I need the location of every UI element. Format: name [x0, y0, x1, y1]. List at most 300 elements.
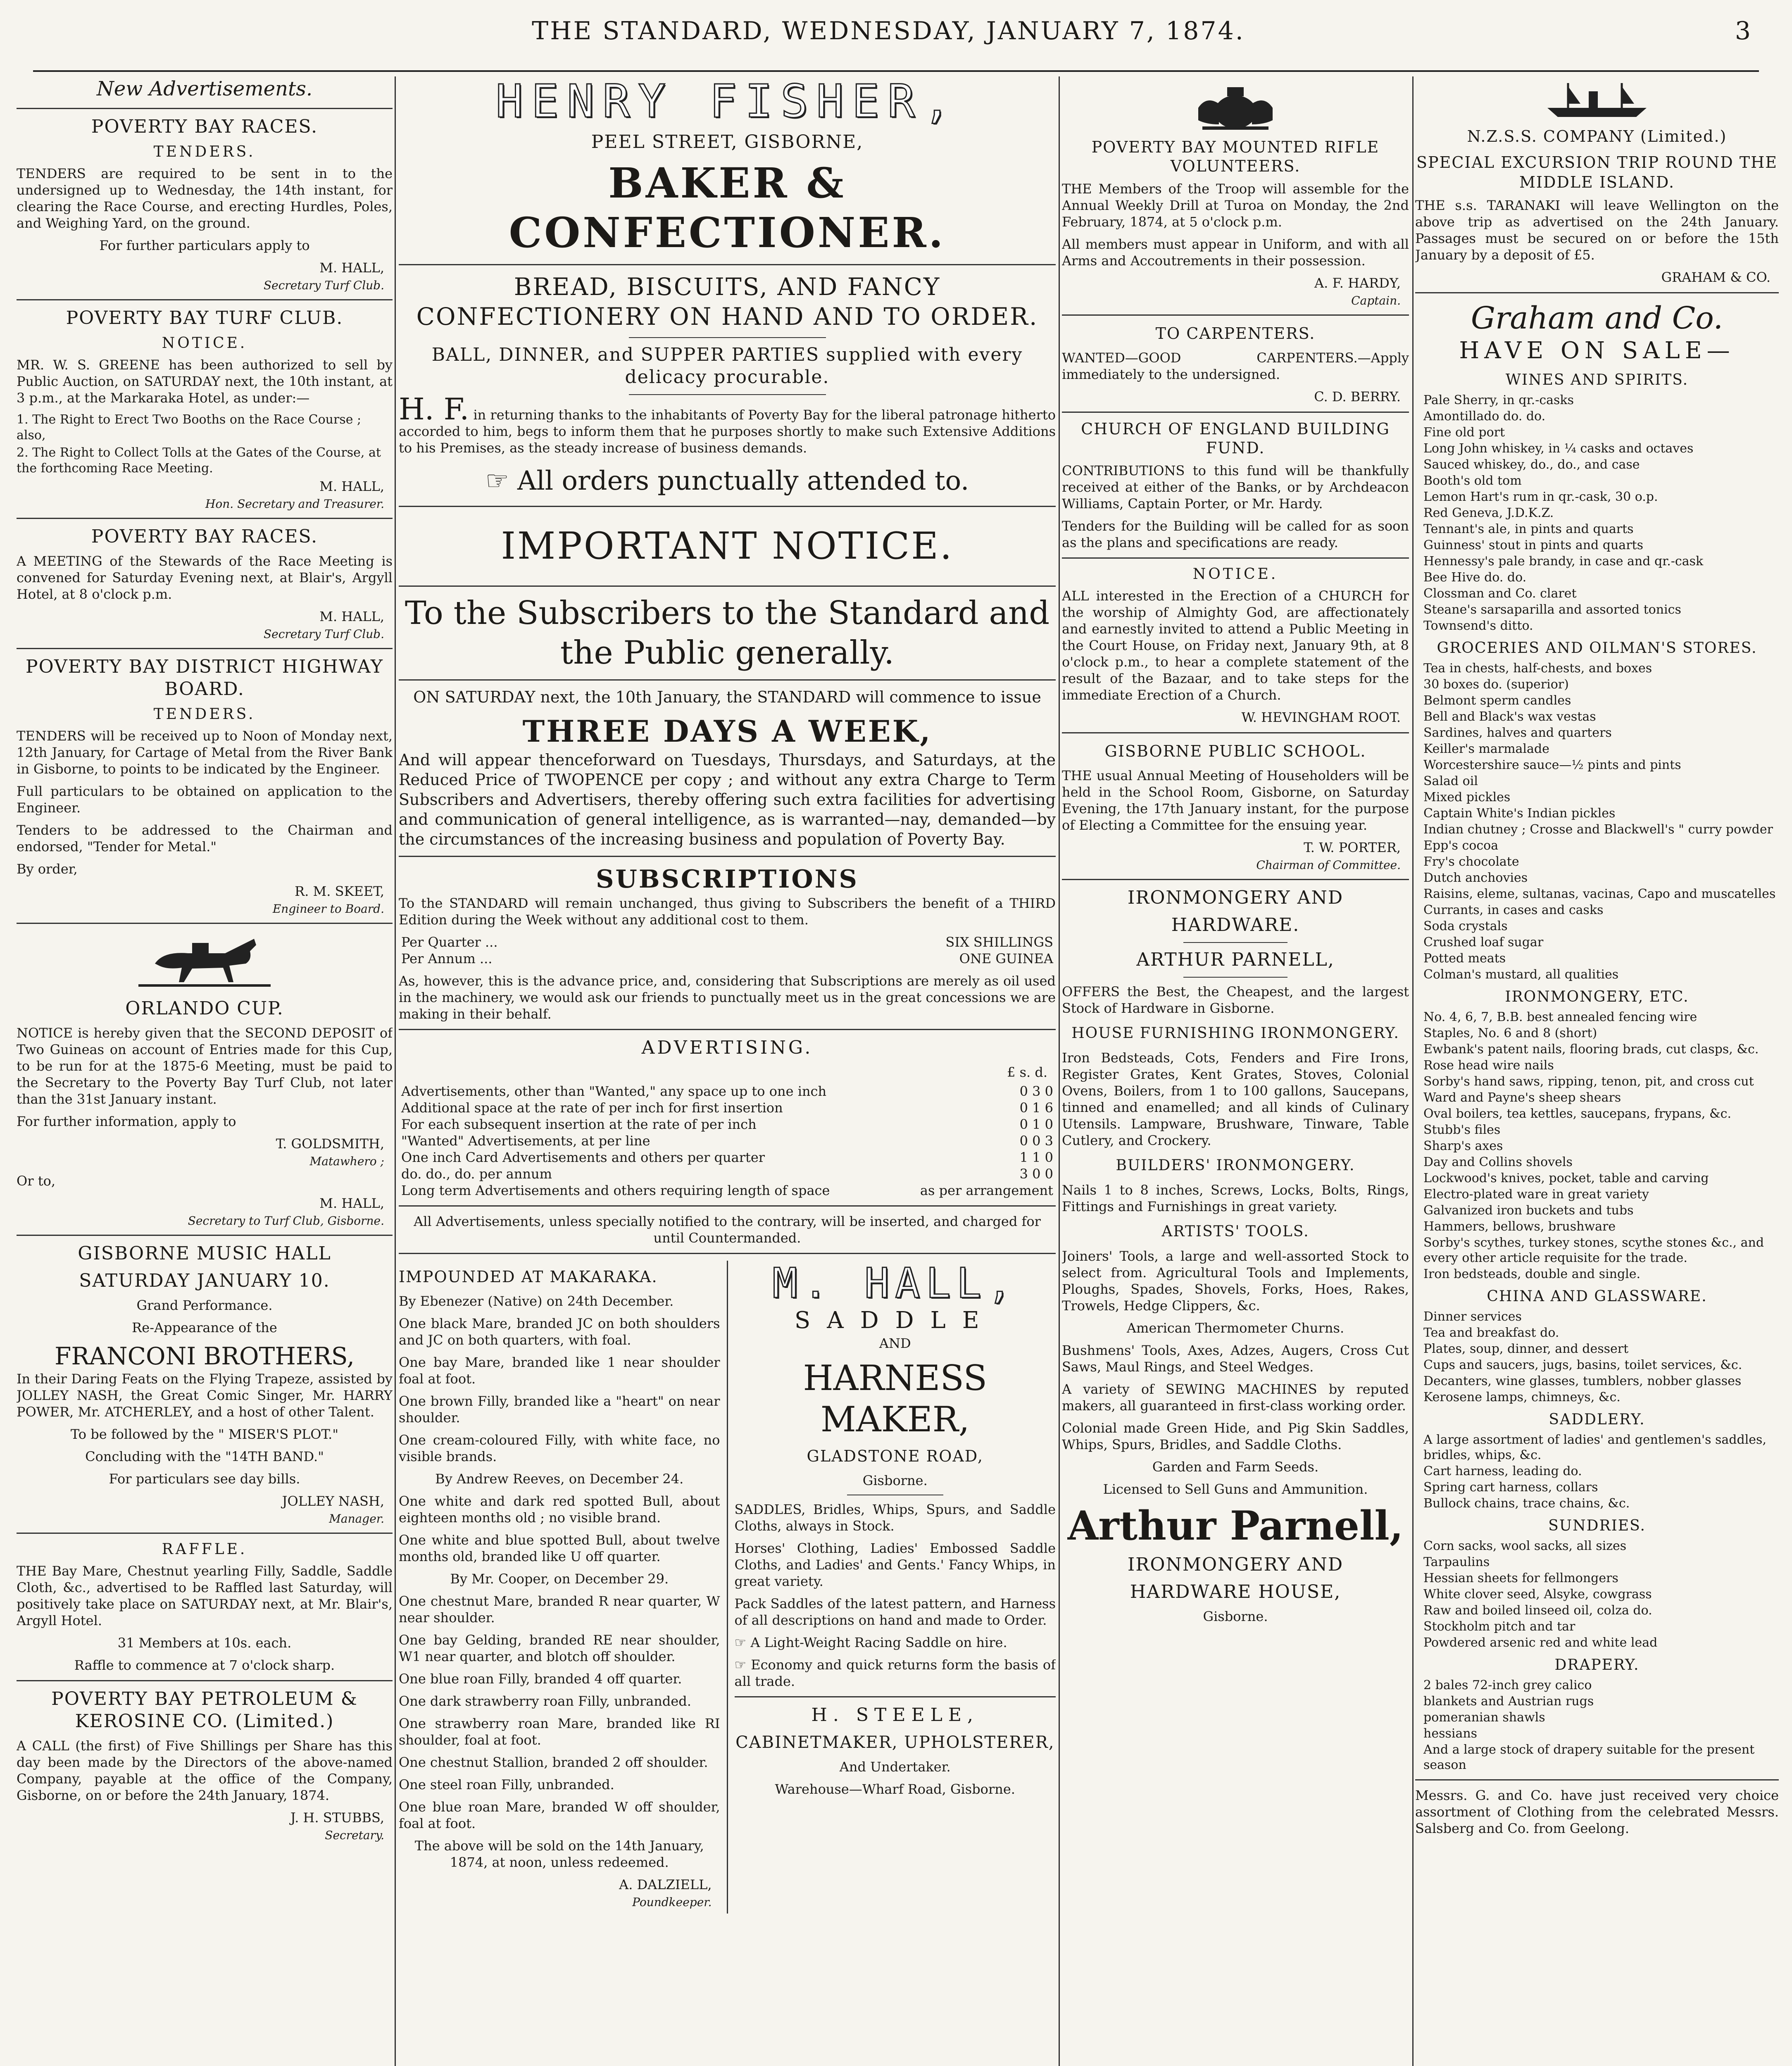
orders-text: All orders punctually attended to. — [517, 466, 969, 496]
list-item: Lockwood's knives, pocket, table and carving — [1423, 1171, 1709, 1185]
signature: T. GOLDSMITH, — [276, 1136, 384, 1152]
divider — [1062, 732, 1409, 733]
impounded-item: One black Mare, branded JC on both shoulders and JC on both quarters, with foal. — [399, 1316, 720, 1348]
ad-body: THE usual Annual Meeting of Householders will be held in the School Room, Gisborne, on Saturday Evening, the 17th January instant, for the purpose of Electing a Committee for the ensuing year. — [1062, 768, 1409, 833]
impounded-by: By Andrew Reeves, on December 24. — [435, 1471, 684, 1487]
ad-body: ALL interested in the Erection of a CHURCH for the worship of Almighty God, are affectionately and earnestly invited to attend a Public Meeting in the Court House, on Friday next, January 9th, at 8 o'clock p.m., to hear a complete statement of the result of the Bazaar, and to take steps for the immediate Erection of a Church. — [1062, 588, 1409, 703]
drapery-list — [1423, 1678, 1779, 1773]
impounded-item: One dark strawberry roan Filly, unbranded. — [399, 1693, 691, 1709]
hall-saddle-ad — [728, 1261, 1056, 1914]
subscriptions-title: SUBSCRIPTIONS — [596, 865, 859, 894]
subscription-table — [399, 934, 1056, 967]
list-item: Tea in chests, half-chests, and boxes — [1423, 661, 1652, 676]
ad-subtitle: NOTICE. — [162, 335, 248, 352]
china-list — [1423, 1309, 1779, 1405]
rate-value: 0 3 0 — [1019, 1083, 1053, 1099]
list-item: Bullock chains, trace chains, &c. — [1423, 1496, 1630, 1511]
ad-title: N.Z.S.S. COMPANY (Limited.) — [1467, 127, 1727, 145]
subscriptions-note: As, however, this is the advance price, and, considering that Subscriptions are merely as oil used in the machinery, we would ask our friends to punctually meet us in the great concessions we are making in their behalf. — [399, 973, 1056, 1022]
signature: A. DALZIELL, — [619, 1877, 712, 1892]
list-item: Sorby's scythes, turkey stones, scythe stones &c., and every other article requisite for the trade. — [1423, 1235, 1764, 1265]
ad-body: Joiners' Tools, a large and well-assorted Stock to select from. Agricultural Tools and Implements, Ploughs, Spades, Shovels, Forks, Hoes, Rakes, Trowels, Hedge Clippers, &c. — [1062, 1248, 1409, 1314]
ad-subtitle: TENDERS. — [153, 706, 256, 723]
signature: M. HALL, — [319, 1195, 384, 1211]
impounded-item: One bay Gelding, branded RE near shoulder, W1 near quarter, and blotch off shoulder. — [399, 1632, 720, 1664]
rate-label: Long term Advertisements and others requiring length of space — [401, 1183, 830, 1198]
subscriptions — [399, 864, 1056, 1022]
rate-label: "Wanted" Advertisements, at per line — [401, 1133, 650, 1149]
parnell-footer: IRONMONGERY AND — [1127, 1554, 1344, 1575]
ad-body: For further information, apply to — [17, 1114, 236, 1129]
divider — [1062, 879, 1409, 880]
parnell-name: ARTHUR PARNELL, — [1136, 949, 1335, 970]
divider — [17, 1680, 393, 1681]
impounded-by: By Mr. Cooper, on December 29. — [450, 1571, 669, 1587]
school-ad — [1062, 740, 1409, 872]
rate-label: Per Annum ... — [401, 951, 493, 966]
iron-title-1: IRONMONGERY AND — [1127, 887, 1344, 908]
list-item: Soda crystals — [1423, 919, 1508, 933]
ad-body: Concluding with the "14TH BAND." — [85, 1449, 324, 1464]
iron-title-2: HARDWARE. — [1171, 914, 1300, 935]
ad-body: Tenders to be addressed to the Chairman and endorsed, "Tender for Metal." — [17, 822, 393, 854]
table-row — [399, 1133, 1056, 1149]
impounded-ad — [399, 1261, 728, 1914]
graham-ad — [1415, 300, 1779, 1837]
impounded-item: One blue roan Filly, branded 4 off quarter. — [399, 1671, 682, 1687]
list-item: Hennessy's pale brandy, in case and qr.-cask — [1423, 554, 1704, 569]
ad-body: Full particulars to be obtained on application to the Engineer. — [17, 783, 393, 816]
signature-title: Captain. — [1351, 294, 1401, 307]
ad-body: OFFERS the Best, the Cheapest, and the largest Stock of Hardware in Gisborne. — [1062, 984, 1409, 1016]
raffle-ad — [17, 1540, 393, 1673]
ad-body: All members must appear in Uniform, and with all Arms and Accoutrements in their possession. — [1062, 236, 1409, 269]
divider — [1415, 292, 1779, 293]
church-fund-ad — [1062, 419, 1409, 551]
table-row — [399, 1083, 1056, 1100]
important-notice — [399, 524, 1056, 849]
list-item: Fry's chocolate — [1423, 854, 1519, 869]
signature: M. HALL, — [319, 609, 384, 624]
table-row — [399, 1166, 1056, 1182]
section-title: ARTISTS' TOOLS. — [1161, 1223, 1309, 1240]
list-item: blankets and Austrian rugs — [1423, 1694, 1594, 1709]
list-item: Belmont sperm candles — [1423, 693, 1571, 708]
table-row — [399, 934, 1056, 950]
masthead-rule — [33, 70, 1759, 72]
signature: JOLLEY NASH, — [282, 1493, 384, 1509]
advertising-note: All Advertisements, unless specially notified to the contrary, will be inserted, and charged for until Countermanded. — [414, 1214, 1041, 1246]
divider — [399, 506, 1056, 507]
list-item: Captain White's Indian pickles — [1423, 806, 1616, 821]
rate-value: 0 1 6 — [1019, 1100, 1053, 1116]
list-item: Sauced whiskey, do., do., and case — [1423, 457, 1640, 472]
rate-label: do. do., do. per annum — [401, 1166, 552, 1182]
list-item: No. 4, 6, 7, B.B. best annealed fencing wire — [1423, 1010, 1697, 1024]
hall-town: Gisborne. — [862, 1473, 928, 1488]
rate-label: Additional space at the rate of per inch for first insertion — [401, 1100, 783, 1116]
list-item: Galvanized iron buckets and tubs — [1423, 1203, 1634, 1218]
list-item: Salad oil — [1423, 774, 1478, 788]
list-item: Potted meats — [1423, 951, 1506, 966]
ad-body: To be followed by the " MISER'S PLOT." — [70, 1426, 339, 1442]
music-hall-ad — [17, 1242, 393, 1526]
ad-title: TO CARPENTERS. — [1155, 324, 1316, 343]
list-item: Kerosene lamps, chimneys, &c. — [1423, 1390, 1621, 1404]
divider — [17, 108, 393, 109]
column-rule — [395, 76, 396, 2066]
list-item: Tea and breakfast do. — [1423, 1326, 1559, 1340]
fisher-name: HENRY FISHER, — [495, 76, 959, 128]
list-item: Ward and Payne's sheep shears — [1423, 1090, 1621, 1105]
list-item: Hessian sheets for fellmongers — [1423, 1571, 1618, 1585]
three-days-heading: THREE DAYS A WEEK, — [522, 714, 932, 749]
impounded-by: By Ebenezer (Native) on 24th December. — [399, 1293, 674, 1309]
list-item: Stockholm pitch and tar — [1423, 1619, 1575, 1634]
signature-title: Secretary Turf Club. — [263, 278, 384, 292]
column-2 — [399, 76, 1056, 2066]
list-item: Colman's mustard, all qualities — [1423, 967, 1619, 982]
section-title: SUNDRIES. — [1548, 1517, 1646, 1534]
hf-initials: H. F. — [399, 392, 469, 426]
ad-body: By order, — [17, 861, 78, 877]
list-item: Electro-plated ware in great variety — [1423, 1187, 1649, 1202]
advertising-title: ADVERTISING. — [641, 1037, 813, 1058]
impounded-title: IMPOUNDED AT MAKARAKA. — [399, 1268, 658, 1286]
advertising — [399, 1037, 1056, 1246]
ironmongery-list — [1423, 1009, 1779, 1282]
divider — [399, 264, 1056, 265]
signature-title: Chairman of Committee. — [1256, 858, 1401, 872]
divider — [1062, 314, 1409, 316]
divider — [17, 923, 393, 924]
signature: R. M. SKEET, — [295, 883, 384, 899]
divider — [17, 648, 393, 649]
ad-body: Raffle to commence at 7 o'clock sharp. — [74, 1657, 335, 1673]
ad-body: MR. W. S. GREENE has been authorized to sell by Public Auction, on SATURDAY next, the 10th instant, at 3 p.m., at the Markaraka Hotel, as under:— — [17, 357, 393, 406]
table-row — [399, 1100, 1056, 1116]
ad-title: ORLANDO CUP. — [125, 998, 284, 1019]
list-item: Plates, soup, dinner, and dessert — [1423, 1342, 1629, 1356]
ad-body: THE Bay Mare, Chestnut yearling Filly, Saddle, Saddle Cloth, &c., advertised to be Raffled last Saturday, will positively take place on SATURDAY next, at Mr. Blair's, Argyll Hotel. — [17, 1563, 393, 1628]
pointing-hand-icon: ☞ — [485, 466, 509, 496]
ad-body: WANTED—GOOD CARPENTERS.—Apply immediately to the undersigned. — [1062, 350, 1409, 382]
fisher-orders — [399, 464, 1056, 497]
petroleum-ad — [17, 1688, 393, 1842]
page-number: 3 — [1735, 17, 1751, 45]
ad-body: NOTICE is hereby given that the SECOND DEPOSIT of Two Guineas on account of Entries made for this Cup, to be run for at the 1875-6 Meeting, must be paid to the Secretary to the Poverty Bay Turf Club, not later than the 31st January instant. — [17, 1025, 393, 1107]
franconi-heading: FRANCONI BROTHERS, — [55, 1342, 355, 1370]
steele-address: Warehouse—Wharf Road, Gisborne. — [775, 1781, 1015, 1797]
list-item: Powdered arsenic red and white lead — [1423, 1635, 1658, 1650]
list-item: Sharp's axes — [1423, 1139, 1503, 1153]
signature: C. D. BERRY. — [1314, 389, 1401, 405]
advertising-table — [399, 1083, 1056, 1199]
signature-title: Poundkeeper. — [632, 1895, 712, 1909]
divider — [1183, 977, 1287, 978]
ad-body: For particulars see day bills. — [109, 1471, 300, 1487]
list-item: Steane's sarsaparilla and assorted tonics — [1423, 602, 1681, 617]
list-item: Red Geneva, J.D.K.Z. — [1423, 506, 1554, 520]
list-item: Amontillado do. do. — [1423, 409, 1546, 424]
fisher-trade: BAKER & CONFECTIONER. — [509, 159, 946, 257]
list-item: A large assortment of ladies' and gentlemen's saddles, bridles, whips, &c. — [1423, 1433, 1766, 1462]
ad-title: POVERTY BAY DISTRICT HIGHWAY BOARD. — [26, 656, 383, 700]
steamship-icon — [1543, 79, 1651, 120]
pointing-hand-icon: ☞ — [734, 1635, 751, 1650]
divider — [1415, 1779, 1779, 1780]
list-item: Indian chutney ; Crosse and Blackwell's " curry powder — [1423, 822, 1773, 837]
ad-title: GISBORNE PUBLIC SCHOOL. — [1104, 742, 1366, 760]
list-item: White clover seed, Alsyke, cowgrass — [1423, 1587, 1652, 1602]
column-1 — [17, 76, 393, 2066]
ad-body: TENDERS are required to be sent in to the undersigned up to Wednesday, the 14th instant, for clearing the Race Course, and erecting Hurdles, Poles, and Weighing Yard, on the ground. — [17, 166, 393, 231]
section-title: BUILDERS' IRONMONGERY. — [1116, 1157, 1355, 1174]
hall-economy-text: Economy and quick returns form the basis of all trade. — [734, 1657, 1056, 1689]
parnell-big-name: Arthur Parnell, — [1067, 1502, 1404, 1549]
section-title: GROCERIES AND OILMAN'S STORES. — [1437, 640, 1757, 657]
list-item: Currants, in cases and casks — [1423, 903, 1604, 917]
fisher-address: PEEL STREET, GISBORNE, — [591, 131, 864, 152]
turf-club-notice — [17, 307, 393, 511]
graham-have: HAVE ON SALE— — [1459, 337, 1735, 364]
hall-body: SADDLES, Bridles, Whips, Spurs, and Saddle Cloths, always in Stock. — [734, 1502, 1056, 1534]
fisher-ad — [399, 76, 1056, 497]
masthead — [0, 17, 1792, 62]
races-stewards-ad — [17, 526, 393, 641]
nzss-ad — [1415, 79, 1779, 286]
list-item: Epp's cocoa — [1423, 838, 1499, 853]
ad-body: In their Daring Feats on the Flying Trapeze, assisted by JOLLEY NASH, the Great Comic Singer, Mr. HARRY POWER, Mr. ATCHERLEY, and a host of other Talent. — [17, 1371, 393, 1420]
list-item: Staples, No. 6 and 8 (short) — [1423, 1026, 1597, 1040]
list-item: Pale Sherry, in qr.-casks — [1423, 393, 1574, 407]
ad-body: Or to, — [17, 1173, 55, 1189]
divider — [1183, 942, 1287, 943]
ad-subtitle: SATURDAY JANUARY 10. — [79, 1270, 330, 1291]
ad-body: A variety of SEWING MACHINES by reputed makers, all guaranteed in first-class working order. — [1062, 1381, 1409, 1414]
list-item: Dinner services — [1423, 1309, 1522, 1324]
list-item: Hammers, bellows, brushware — [1423, 1219, 1616, 1234]
list-item: Keiller's marmalade — [1423, 742, 1549, 756]
impounded-item: One blue roan Mare, branded W off shoulder, foal at foot. — [399, 1799, 720, 1831]
divider — [629, 337, 826, 338]
list-item: Long John whiskey, in ¼ casks and octaves — [1423, 441, 1694, 456]
divider — [17, 299, 393, 300]
rate-value: 0 0 3 — [1019, 1133, 1053, 1149]
rate-value: ONE GUINEA — [959, 951, 1053, 966]
fisher-thanks — [399, 392, 1056, 456]
graham-closing: Messrs. G. and Co. have just received very choice assortment of Clothing from the celebrated Messrs. Salsberg and Co. from Geelong. — [1415, 1788, 1779, 1836]
impounded-item: One strawberry roan Mare, branded like RI shoulder, foal at foot. — [399, 1716, 720, 1748]
ad-body: CONTRIBUTIONS to this fund will be thankfully received at either of the Banks, or by Archdeacon Williams, Captain Porter, or Mr. Hardy. — [1062, 463, 1409, 512]
impounded-sale: The above will be sold on the 14th January, 1874, at noon, unless redeemed. — [414, 1838, 704, 1870]
divider — [1062, 557, 1409, 559]
orlando-cup-ad — [17, 931, 393, 1228]
important-to-line: To the Subscribers to the Standard and the Public generally. — [405, 595, 1050, 671]
rate-value: 3 0 0 — [1019, 1166, 1053, 1182]
list-item: Sorby's hand saws, ripping, tenon, pit, and cross cut — [1423, 1074, 1754, 1089]
signature-title: Matawhero ; — [309, 1154, 384, 1168]
ad-body: Grand Performance. — [136, 1297, 273, 1313]
item-list — [17, 412, 393, 476]
steele-and: And Undertaker. — [839, 1759, 951, 1775]
signature-title: Secretary Turf Club. — [263, 627, 384, 641]
divider — [1062, 412, 1409, 413]
ad-body: Bushmens' Tools, Axes, Adzes, Augers, Cross Cut Saws, Maul Rings, and Steel Wedges. — [1062, 1342, 1409, 1375]
list-item: Iron bedsteads, double and single. — [1423, 1267, 1641, 1281]
rate-value: 1 1 0 — [1019, 1150, 1053, 1165]
list-item: Fine old port — [1423, 425, 1505, 440]
ad-title: POVERTY BAY MOUNTED RIFLE VOLUNTEERS. — [1091, 138, 1380, 175]
and-word: AND — [879, 1335, 911, 1351]
section-title: CHINA AND GLASSWARE. — [1487, 1288, 1707, 1305]
races-tenders-ad — [17, 116, 393, 293]
pointing-hand-icon: ☞ — [734, 1657, 751, 1673]
impounded-item: One brown Filly, branded like a "heart" on near shoulder. — [399, 1393, 720, 1426]
parnell-footer: HARDWARE HOUSE, — [1130, 1581, 1341, 1602]
ad-body: Iron Bedsteads, Cots, Fenders and Fire Irons, Register Grates, Kent Grates, Stoves, Colonial Ovens, Boilers, from 1 to 100 gallons, Saucepans, tinned and enamelled; and all kinds of Culinary Utensils. Lampware, Brushware, Tinware, Table Cutlery, and Crockery. — [1062, 1050, 1409, 1148]
table-row — [399, 1149, 1056, 1166]
impounded-item: One white and dark red spotted Bull, about eighteen months old ; no visible brand. — [399, 1493, 720, 1526]
section-title: HOUSE FURNISHING IRONMONGERY. — [1071, 1025, 1399, 1042]
list-item: 30 boxes do. (superior) — [1423, 677, 1569, 692]
list-item: Worcestershire sauce—½ pints and pints — [1423, 758, 1681, 772]
section-title: WINES AND SPIRITS. — [1505, 371, 1689, 388]
list-item: Raw and boiled linseed oil, colza do. — [1423, 1603, 1652, 1618]
ad-body: Licensed to Sell Guns and Ammunition. — [1103, 1481, 1368, 1497]
list-item: Stubb's files — [1423, 1123, 1501, 1137]
hall-address: GLADSTONE ROAD, — [807, 1447, 983, 1465]
list-item: Raisins, eleme, sultanas, vacinas, Capo and muscatelles — [1423, 887, 1776, 901]
list-item: Tennant's ale, in pints and quarts — [1423, 522, 1634, 536]
divider — [17, 1235, 393, 1236]
important-intro: ON SATURDAY next, the 10th January, the STANDARD will commence to issue — [413, 688, 1041, 706]
column-rule — [1412, 76, 1414, 2066]
rate-label: Per Quarter ... — [401, 934, 498, 950]
list-item: Townsend's ditto. — [1423, 619, 1533, 633]
list-item: Cups and saucers, jugs, basins, toilet services, &c. — [1423, 1358, 1742, 1372]
list-item: Sardines, halves and quarters — [1423, 726, 1612, 740]
divider — [17, 518, 393, 519]
royal-crest-icon — [1186, 79, 1285, 133]
ad-title: GISBORNE MUSIC HALL — [78, 1243, 331, 1264]
list-item: 2 bales 72-inch grey calico — [1423, 1678, 1592, 1692]
subscriptions-body: To the STANDARD will remain unchanged, thus giving to Subscribers the benefit of a THIRD Edition during the Week without any additional cost to them. — [399, 895, 1056, 928]
parnell-ad — [1062, 887, 1409, 1625]
rate-label: For each subsequent insertion at the rate of per inch — [401, 1116, 757, 1132]
table-row — [399, 1182, 1056, 1199]
list-item: Guinness' stout in pints and quarts — [1423, 538, 1643, 552]
rate-value: SIX SHILLINGS — [945, 934, 1053, 950]
signature-title: Secretary to Turf Club, Gisborne. — [188, 1214, 384, 1228]
divider — [399, 1205, 1056, 1207]
hall-body — [735, 1634, 1056, 1651]
rate-value: as per arrangement — [920, 1183, 1053, 1198]
important-body: And will appear thenceforward on Tuesdays, Thursdays, and Saturdays, at the Reduced Price of TWOPENCE per copy ; and without any extra Charge to Term Subscribers and Advertisers, thereby offering such extra facilities for advertising and communication of general intelligence, as is warranted—nay, demanded—by the circumstances of the increasing business and population of Poverty Bay. — [399, 751, 1056, 848]
table-row — [399, 950, 1056, 967]
impounded-item: One steel roan Filly, unbranded. — [399, 1777, 614, 1792]
ad-body: For further particulars apply to — [99, 238, 310, 253]
hall-body: Pack Saddles of the latest pattern, and Harness of all descriptions on hand and made to Order. — [734, 1596, 1056, 1628]
ad-title: POVERTY BAY PETROLEUM & KEROSINE CO. (Limited.) — [51, 1688, 358, 1732]
ad-body: Tenders for the Building will be called for as soon as the plans and specifications are ready. — [1062, 518, 1409, 550]
fisher-bread: BREAD, BISCUITS, AND FANCY CONFECTIONERY ON HAND AND TO ORDER. — [416, 273, 1038, 331]
list-item: Bee Hive do. do. — [1423, 570, 1527, 585]
hall-body: Horses' Clothing, Ladies' Embossed Saddle Cloths, and Ladies' and Gents.' Fancy Whips, in great variety. — [734, 1540, 1056, 1589]
signature: W. HEVINGHAM ROOT. — [1241, 709, 1401, 725]
ad-body: THE s.s. TARANAKI will leave Wellington on the above trip as advertised on the 24th January. Passages must be secured on or before the 15th January by a deposit of £5. — [1415, 198, 1779, 263]
list-item: Rose head wire nails — [1423, 1058, 1554, 1073]
list-item: And a large stock of drapery suitable for the present season — [1423, 1742, 1755, 1772]
column-rule — [1059, 76, 1060, 2066]
divider — [735, 1696, 1056, 1697]
list-item: Dutch anchovies — [1423, 871, 1528, 885]
ad-body: THE Members of the Troop will assemble for the Annual Weekly Drill at Turoa on Monday, the 2nd February, 1874, at 5 o'clock p.m. — [1062, 181, 1409, 230]
section-title: SADDLERY. — [1549, 1411, 1645, 1428]
section-title: IRONMONGERY, ETC. — [1505, 988, 1689, 1005]
ad-body: TENDERS will be received up to Noon of Monday next, 12th January, for Cartage of Metal from the River Bank in Gisborne, to points to be indicated by the Engineer. — [17, 728, 393, 777]
table-row — [399, 1116, 1056, 1133]
ad-title: POVERTY BAY RACES. — [91, 116, 318, 137]
list-item: Oval boilers, tea kettles, saucepans, frypans, &c. — [1423, 1107, 1732, 1121]
ad-title: POVERTY BAY RACES. — [91, 526, 318, 547]
ad-title: POVERTY BAY TURF CLUB. — [66, 307, 343, 328]
divider — [629, 394, 826, 395]
ad-subtitle: TENDERS. — [153, 143, 256, 160]
lower-ads-row — [399, 1261, 1056, 1914]
impounded-item: One white and blue spotted Bull, about twelve months old, branded like U off quarter. — [399, 1532, 720, 1564]
new-advertisements-label: New Advertisements. — [96, 77, 313, 100]
list-item: Decanters, wine glasses, tumblers, nobber glasses — [1423, 1374, 1742, 1388]
fisher-ball: BALL, DINNER, and SUPPER PARTIES supplied with every delicacy procurable. — [431, 344, 1023, 388]
list-item: pomeranian shawls — [1423, 1710, 1545, 1725]
signature-title: Engineer to Board. — [272, 902, 384, 916]
signature-title: Manager. — [329, 1512, 384, 1526]
list-item: Spring cart harness, collars — [1423, 1480, 1598, 1495]
signature: M. HALL, — [319, 260, 384, 276]
signature: J. H. STUBBS, — [290, 1810, 384, 1826]
saddle-heading: SADDLE — [794, 1307, 996, 1334]
hall-name: M. HALL, — [772, 1259, 1018, 1307]
ad-body: A MEETING of the Stewards of the Race Meeting is convened for Saturday Evening next, at Blair's, Argyll Hotel, at 8 o'clock p.m. — [17, 553, 393, 602]
divider — [399, 1253, 1056, 1254]
graham-name: Graham and Co. — [1471, 300, 1723, 336]
signature: M. HALL, — [319, 478, 384, 494]
list-item: Cart harness, leading do. — [1423, 1464, 1582, 1478]
ad-body: American Thermometer Churns. — [1126, 1320, 1345, 1336]
signature: A. F. HARDY, — [1314, 275, 1401, 291]
list-item: Tarpaulins — [1423, 1555, 1490, 1569]
signature-title: Secretary. — [325, 1828, 384, 1842]
rate-value: 0 1 0 — [1019, 1116, 1053, 1132]
harness-heading: HARNESS MAKER, — [803, 1358, 988, 1440]
important-title: IMPORTANT NOTICE. — [501, 524, 954, 568]
list-item: Clossman and Co. claret — [1423, 586, 1577, 601]
ad-body: Colonial made Green Hide, and Pig Skin Saddles, Whips, Spurs, Bridles, and Saddle Cloths. — [1062, 1420, 1409, 1452]
divider — [17, 1533, 393, 1534]
list-item: Mixed pickles — [1423, 790, 1511, 805]
parnell-footer-town: Gisborne. — [1203, 1609, 1268, 1624]
list-item: hessians — [1423, 1726, 1478, 1741]
carpenters-ad — [1062, 322, 1409, 405]
wines-list — [1423, 393, 1779, 633]
hall-body — [735, 1657, 1056, 1690]
divider — [399, 856, 1056, 857]
impounded-item: One chestnut Mare, branded R near quarter, W near shoulder. — [399, 1593, 720, 1626]
rifle-volunteers-ad — [1062, 79, 1409, 308]
divider — [399, 1029, 1056, 1030]
hf-body: in returning thanks to the inhabitants of Poverty Bay for the liberal patronage hitherto accorded to him, begs to inform them that he purposes shortly to make such Extensive Additions to his Premises, as the steady increase of business demands. — [399, 407, 1056, 456]
